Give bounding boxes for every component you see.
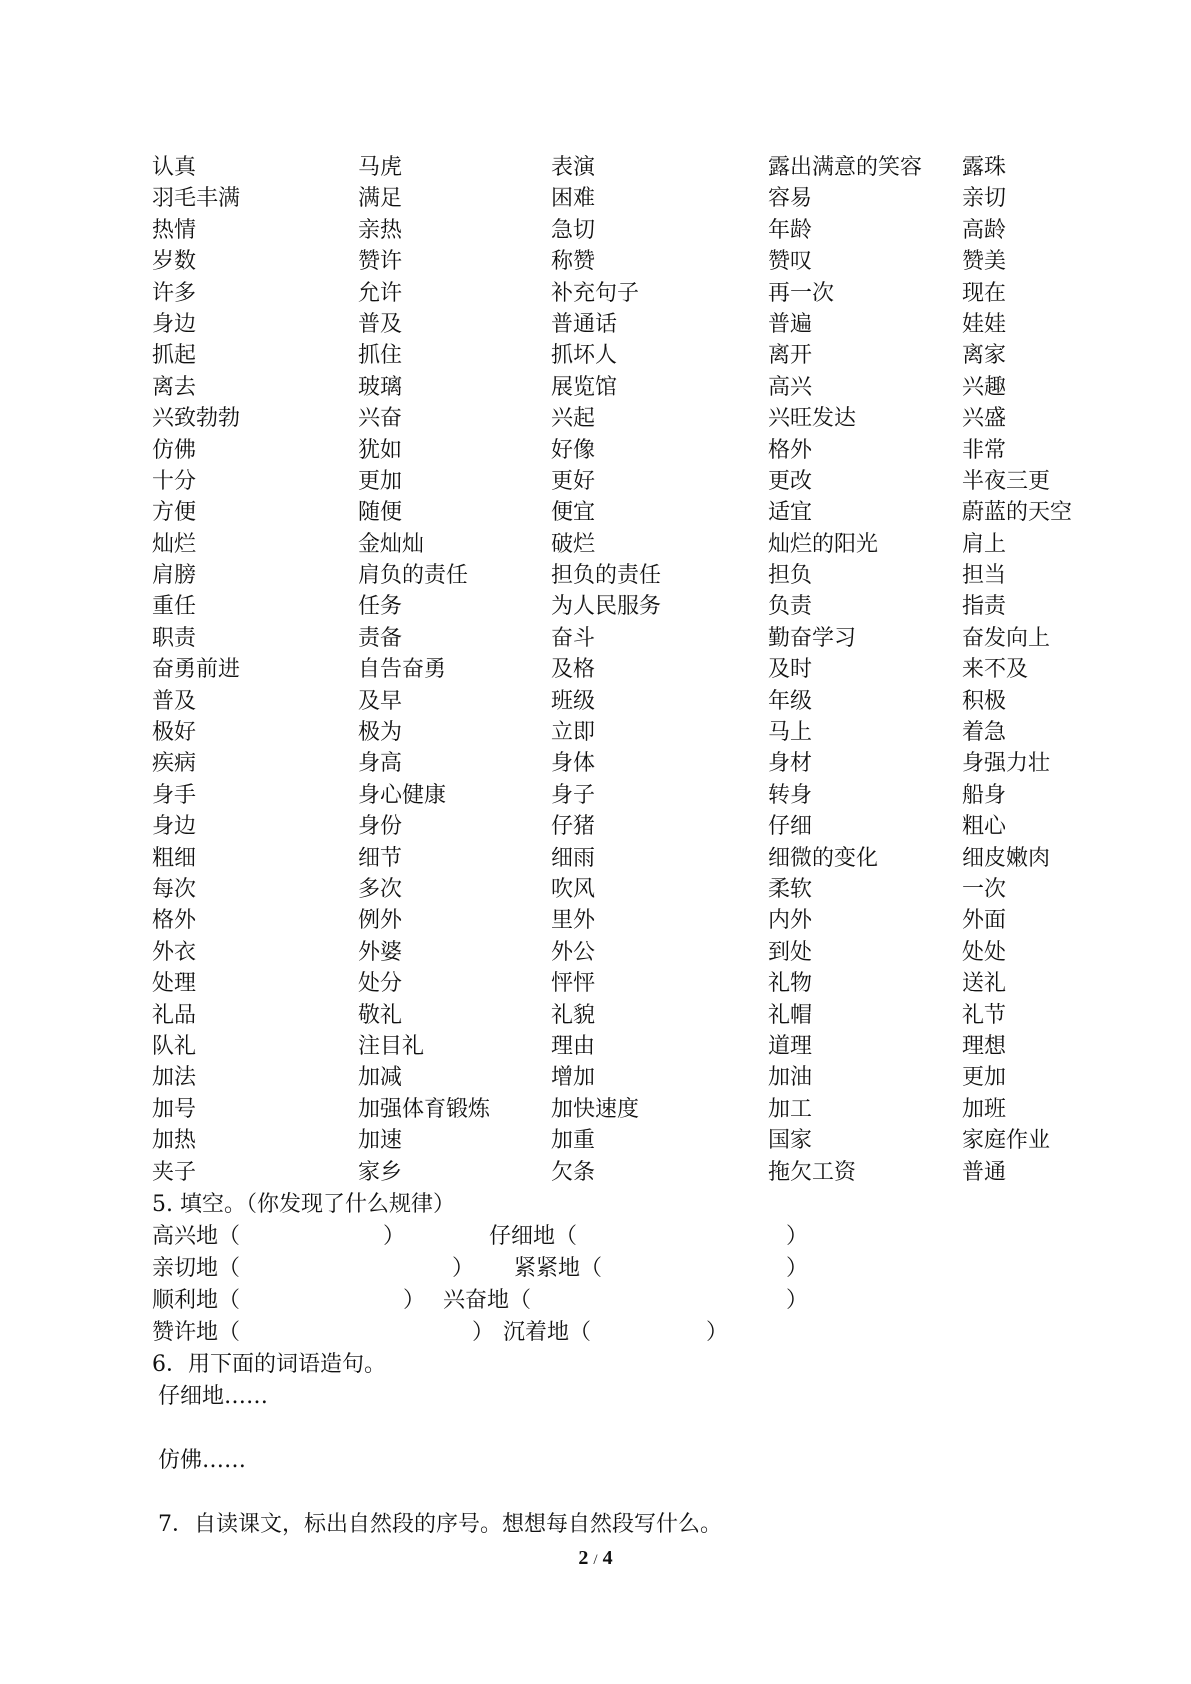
vocab-word: 柔软: [768, 876, 813, 902]
vocab-word: 格外: [152, 908, 197, 934]
vocab-word: 许多: [152, 280, 197, 306]
vocab-word: 加工: [768, 1096, 813, 1122]
vocab-word: 礼貌: [551, 1002, 596, 1028]
vocab-word: 欠条: [551, 1159, 596, 1185]
vocab-word: 礼帽: [768, 1002, 813, 1028]
vocab-word: 家乡: [358, 1159, 403, 1185]
vocab-word: 娃娃: [962, 311, 1007, 337]
vocab-word: 礼品: [152, 1002, 197, 1028]
vocab-word: 处处: [962, 939, 1007, 965]
vocabulary-table: [0, 152, 1191, 1188]
vocab-word: 普及: [152, 688, 197, 714]
vocab-word: 担负的责任: [551, 563, 662, 589]
vocab-row: [0, 215, 1191, 246]
vocab-word: 灿烂的阳光: [768, 531, 879, 557]
vocab-word: 破烂: [551, 531, 596, 557]
vocab-word: 满足: [358, 186, 403, 212]
vocab-word: 外面: [962, 908, 1007, 934]
vocab-word: 随便: [358, 500, 403, 526]
vocab-word: 责备: [358, 625, 403, 651]
vocab-word: 仿佛: [152, 437, 197, 463]
vocab-row: [0, 278, 1191, 309]
vocab-word: 奋斗: [551, 625, 596, 651]
vocab-word: 灿烂: [152, 531, 197, 557]
vocab-word: 身高: [358, 751, 403, 777]
vocab-word: 肩负的责任: [358, 563, 469, 589]
vocab-word: 任务: [358, 594, 403, 620]
vocab-word: 担当: [962, 563, 1007, 589]
vocab-word: 国家: [768, 1128, 813, 1154]
vocab-word: 展览馆: [551, 374, 618, 400]
vocab-word: 非常: [962, 437, 1007, 463]
vocab-word: 队礼: [152, 1033, 197, 1059]
vocab-word: 普通话: [551, 311, 618, 337]
vocab-row: [0, 717, 1191, 748]
vocab-word: 认真: [152, 155, 197, 180]
vocab-word: 年级: [768, 688, 813, 714]
vocab-word: 家庭作业: [962, 1128, 1051, 1154]
vocab-word: 犹如: [358, 437, 403, 463]
vocab-word: 离开: [768, 343, 813, 369]
vocab-word: 兴致勃勃: [152, 406, 241, 432]
vocab-row: [0, 152, 1191, 183]
vocab-word: 身心健康: [358, 782, 447, 808]
vocab-word: 好像: [551, 437, 596, 463]
vocab-word: 兴起: [551, 406, 596, 432]
vocab-word: 及格: [551, 657, 596, 683]
vocab-word: 兴盛: [962, 406, 1007, 432]
vocab-word: 仔猪: [551, 814, 596, 840]
vocab-word: 离去: [152, 374, 197, 400]
fill-blank-label: 紧紧地（: [514, 1256, 603, 1281]
vocab-word: 增加: [551, 1065, 596, 1091]
vocab-word: 细雨: [551, 845, 596, 871]
vocab-word: 称赞: [551, 249, 596, 275]
vocab-word: 奋勇前进: [152, 657, 241, 683]
vocab-row: [0, 1000, 1191, 1031]
vocab-word: 自告奋勇: [358, 657, 447, 683]
vocab-word: 更好: [551, 468, 596, 494]
vocab-word: 岁数: [152, 249, 197, 275]
vocab-word: 赞美: [962, 249, 1007, 275]
q6-title: 6．用下面的词语造句。: [152, 1352, 386, 1377]
vocab-word: 礼节: [962, 1002, 1007, 1028]
fill-blank-label: 亲切地（: [152, 1256, 241, 1281]
vocab-word: 身材: [768, 751, 813, 777]
vocab-word: 加号: [152, 1096, 197, 1122]
vocab-word: 加法: [152, 1065, 197, 1091]
vocab-word: 身强力壮: [962, 751, 1051, 777]
vocab-word: 粗心: [962, 814, 1007, 840]
vocab-row: [0, 591, 1191, 622]
fill-blank-close: ）: [452, 1256, 475, 1281]
vocab-word: 外婆: [358, 939, 403, 965]
vocab-row: [0, 466, 1191, 497]
vocab-word: 加油: [768, 1065, 813, 1091]
vocab-word: 处理: [152, 971, 197, 997]
fill-blank-close: ）: [786, 1288, 809, 1313]
page-separator: /: [593, 1552, 598, 1568]
vocab-word: 兴奋: [358, 406, 403, 432]
vocab-word: 兴旺发达: [768, 406, 857, 432]
vocab-word: 蔚蓝的天空: [962, 500, 1073, 526]
vocab-word: 玻璃: [358, 374, 403, 400]
vocab-word: 十分: [152, 468, 197, 494]
fill-blank-close: ）: [403, 1288, 426, 1313]
vocab-word: 抓起: [152, 343, 197, 369]
vocab-word: 更改: [768, 468, 813, 494]
vocab-word: 粗细: [152, 845, 197, 871]
vocab-word: 极为: [358, 720, 403, 746]
vocab-row: [0, 686, 1191, 717]
vocab-word: 勤奋学习: [768, 625, 857, 651]
vocab-row: [0, 780, 1191, 811]
vocab-word: 敬礼: [358, 1002, 403, 1028]
vocab-word: 身份: [358, 814, 403, 840]
vocab-word: 夹子: [152, 1159, 197, 1185]
fill-blank-close: ）: [786, 1256, 809, 1281]
vocab-word: 积极: [962, 688, 1007, 714]
vocab-word: 兴趣: [962, 374, 1007, 400]
vocab-word: 高兴: [768, 374, 813, 400]
vocab-word: 担负: [768, 563, 813, 589]
vocab-word: 班级: [551, 688, 596, 714]
fill-blank-label: 仔细地（: [489, 1224, 578, 1249]
vocab-word: 及时: [768, 657, 813, 683]
vocab-word: 困难: [551, 186, 596, 212]
vocab-row: [0, 1157, 1191, 1188]
vocab-word: 礼物: [768, 971, 813, 997]
vocab-word: 允许: [358, 280, 403, 306]
vocab-word: 怦怦: [551, 971, 596, 997]
vocab-word: 奋发向上: [962, 625, 1051, 651]
vocab-word: 船身: [962, 782, 1007, 808]
vocab-word: 加班: [962, 1096, 1007, 1122]
vocab-word: 马虎: [358, 155, 403, 180]
fill-blank-close: ）: [383, 1224, 406, 1249]
vocab-word: 加减: [358, 1065, 403, 1091]
vocab-word: 赞叹: [768, 249, 813, 275]
vocab-word: 内外: [768, 908, 813, 934]
vocab-word: 外衣: [152, 939, 197, 965]
vocab-row: [0, 403, 1191, 434]
vocab-word: 及早: [358, 688, 403, 714]
vocab-row: [0, 874, 1191, 905]
vocab-word: 露珠: [962, 155, 1007, 180]
vocab-word: 肩上: [962, 531, 1007, 557]
vocab-word: 补充句子: [551, 280, 640, 306]
vocab-word: 身体: [551, 751, 596, 777]
vocab-word: 极好: [152, 720, 197, 746]
vocab-word: 立即: [551, 720, 596, 746]
vocab-word: 更加: [962, 1065, 1007, 1091]
vocab-word: 露出满意的笑容: [768, 155, 923, 180]
vocab-word: 普通: [962, 1159, 1007, 1185]
vocab-row: [0, 560, 1191, 591]
vocab-word: 便宜: [551, 500, 596, 526]
vocab-word: 再一次: [768, 280, 835, 306]
vocab-word: 仔细: [768, 814, 813, 840]
vocab-word: 例外: [358, 908, 403, 934]
vocab-word: 普遍: [768, 311, 813, 337]
vocab-word: 马上: [768, 720, 813, 746]
vocab-word: 多次: [358, 876, 403, 902]
vocab-word: 职责: [152, 625, 197, 651]
vocab-word: 肩膀: [152, 563, 197, 589]
page-number: [0, 1547, 1191, 1570]
vocab-word: 来不及: [962, 657, 1029, 683]
vocab-row: [0, 1031, 1191, 1062]
vocab-row: [0, 748, 1191, 779]
vocab-word: 细节: [358, 845, 403, 871]
vocab-word: 高龄: [962, 217, 1007, 243]
page-current: 2: [578, 1547, 589, 1569]
vocab-word: 加速: [358, 1128, 403, 1154]
fill-blank-close: ）: [786, 1224, 809, 1249]
vocab-word: 身手: [152, 782, 197, 808]
fill-blank-label: 兴奋地（: [443, 1288, 532, 1313]
vocab-row: [0, 246, 1191, 277]
vocab-word: 普及: [358, 311, 403, 337]
vocab-word: 更加: [358, 468, 403, 494]
vocab-word: 吹风: [551, 876, 596, 902]
vocab-word: 细微的变化: [768, 845, 879, 871]
sentence-prompt: 仿佛……: [158, 1448, 247, 1473]
vocab-row: [0, 905, 1191, 936]
vocab-word: 加热: [152, 1128, 197, 1154]
vocab-word: 亲切: [962, 186, 1007, 212]
vocab-word: 指责: [962, 594, 1007, 620]
vocab-word: 到处: [768, 939, 813, 965]
vocab-word: 羽毛丰满: [152, 186, 241, 212]
vocab-word: 外公: [551, 939, 596, 965]
vocab-word: 加快速度: [551, 1096, 640, 1122]
sentence-prompt: 仔细地……: [158, 1384, 269, 1409]
vocab-row: [0, 372, 1191, 403]
vocab-row: [0, 309, 1191, 340]
vocab-word: 着急: [962, 720, 1007, 746]
vocab-row: [0, 968, 1191, 999]
vocab-word: 道理: [768, 1033, 813, 1059]
vocab-word: 注目礼: [358, 1033, 425, 1059]
vocab-word: 抓住: [358, 343, 403, 369]
vocab-word: 负责: [768, 594, 813, 620]
vocab-row: [0, 843, 1191, 874]
vocab-row: [0, 811, 1191, 842]
vocab-word: 格外: [768, 437, 813, 463]
vocab-word: 适宜: [768, 500, 813, 526]
vocab-word: 处分: [358, 971, 403, 997]
q7-title: 7．自读课文，标出自然段的序号。想想每自然段写什么。: [158, 1512, 722, 1537]
vocab-word: 急切: [551, 217, 596, 243]
vocab-word: 转身: [768, 782, 813, 808]
vocab-row: [0, 1094, 1191, 1125]
vocab-word: 送礼: [962, 971, 1007, 997]
vocab-word: 为人民服务: [551, 594, 662, 620]
vocab-row: [0, 183, 1191, 214]
vocab-word: 每次: [152, 876, 197, 902]
fill-blank-label: 高兴地（: [152, 1224, 241, 1249]
vocab-word: 疾病: [152, 751, 197, 777]
page-total: 4: [602, 1547, 613, 1569]
vocab-word: 容易: [768, 186, 813, 212]
vocab-word: 身边: [152, 814, 197, 840]
vocab-word: 热情: [152, 217, 197, 243]
vocab-word: 身边: [152, 311, 197, 337]
vocab-word: 理想: [962, 1033, 1007, 1059]
vocab-row: [0, 623, 1191, 654]
vocab-word: 里外: [551, 908, 596, 934]
q5-title: 5. 填空。（你发现了什么规律）: [152, 1192, 455, 1217]
fill-blank-close: ）: [706, 1320, 729, 1345]
vocab-word: 亲热: [358, 217, 403, 243]
vocab-row: [0, 654, 1191, 685]
vocab-word: 理由: [551, 1033, 596, 1059]
vocab-word: 方便: [152, 500, 197, 526]
fill-blank-close: ）: [472, 1320, 495, 1345]
vocab-row: [0, 1062, 1191, 1093]
vocab-word: 细皮嫩肉: [962, 845, 1051, 871]
vocab-word: 一次: [962, 876, 1007, 902]
vocab-word: 年龄: [768, 217, 813, 243]
vocab-row: [0, 529, 1191, 560]
fill-blank-label: 沉着地（: [503, 1320, 592, 1345]
vocab-row: [0, 497, 1191, 528]
fill-blank-label: 顺利地（: [152, 1288, 241, 1313]
vocab-row: [0, 1125, 1191, 1156]
vocab-word: 加重: [551, 1128, 596, 1154]
vocab-word: 现在: [962, 280, 1007, 306]
vocab-word: 加强体育锻炼: [358, 1096, 491, 1122]
fill-blank-label: 赞许地（: [152, 1320, 241, 1345]
vocab-word: 离家: [962, 343, 1007, 369]
vocab-word: 赞许: [358, 249, 403, 275]
vocab-word: 抓坏人: [551, 343, 618, 369]
vocab-word: 半夜三更: [962, 468, 1051, 494]
vocab-word: 金灿灿: [358, 531, 425, 557]
vocab-row: [0, 937, 1191, 968]
vocab-word: 拖欠工资: [768, 1159, 857, 1185]
vocab-word: 重任: [152, 594, 197, 620]
vocab-row: [0, 435, 1191, 466]
vocab-word: 身子: [551, 782, 596, 808]
vocab-word: 表演: [551, 155, 596, 180]
vocab-row: [0, 340, 1191, 371]
